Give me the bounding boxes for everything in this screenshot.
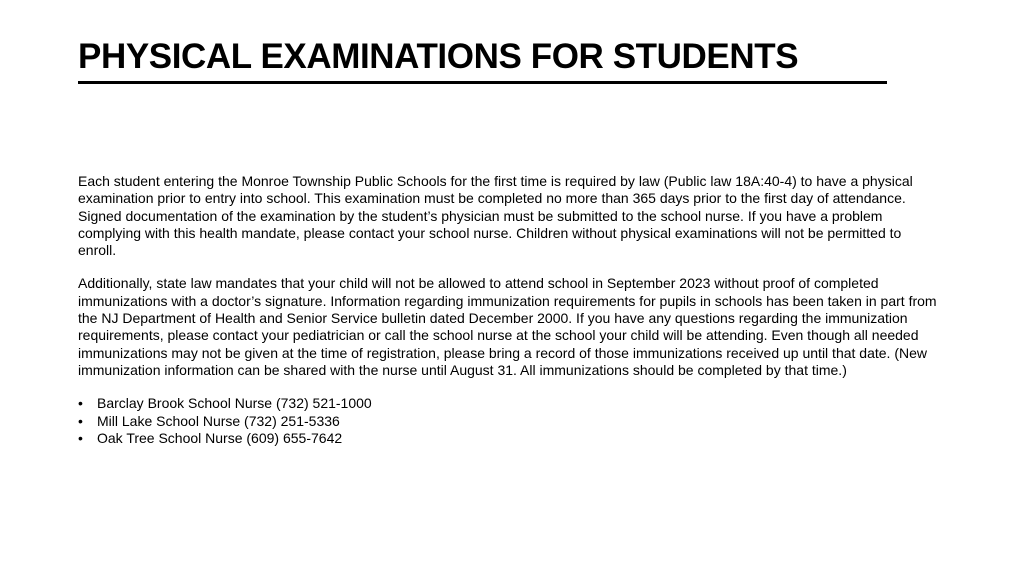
bullet-icon: • (78, 412, 83, 429)
contact-mill-lake: Mill Lake School Nurse (732) 251-5336 (97, 412, 340, 429)
list-item (78, 430, 950, 448)
bullet-icon: • (78, 395, 83, 412)
physical-exam-paragraph: Each student entering the Monroe Township Public Schools for the first time is required by law (Public law 18A:40-4) to have a physical examination prior to entry into school. This examination must be completed no more than 365 days prior to the first day of attendance. Signed documentation of the examination by the student’s physician must be submitted to the school nurse. If you have a problem complying with this health mandate, please contact your school nurse. Children without physical examinations will not be permitted to enroll. (78, 173, 913, 259)
slide-body (78, 173, 950, 448)
immunization-paragraph: Additionally, state law mandates that your child will not be allowed to attend school in September 2023 without proof of completed immunizations with a doctor’s signature. Information regarding immunization requirements for pupils in schools has been taken in part from the NJ Department of Health and Senior Service bulletin dated December 2000. If you have any questions regarding the immunization requirements, please contact your pediatrician or call the school nurse at the school your child will be attending. Even though all needed immunizations may not be given at the time of registration, please bring a record of those immunizations received up until that date. (New immunization information can be shared with the nurse until August 31. All immunizations should be completed by that time.) (78, 275, 937, 378)
bullet-icon: • (78, 430, 83, 447)
nurse-contact-list (78, 395, 950, 448)
list-item (78, 413, 950, 431)
slide-title: PHYSICAL EXAMINATIONS FOR STUDENTS (78, 37, 799, 76)
contact-barclay-brook: Barclay Brook School Nurse (732) 521-1000 (97, 395, 372, 412)
list-item (78, 395, 950, 413)
contact-oak-tree: Oak Tree School Nurse (609) 655-7642 (97, 430, 343, 447)
title-underline (78, 81, 887, 84)
